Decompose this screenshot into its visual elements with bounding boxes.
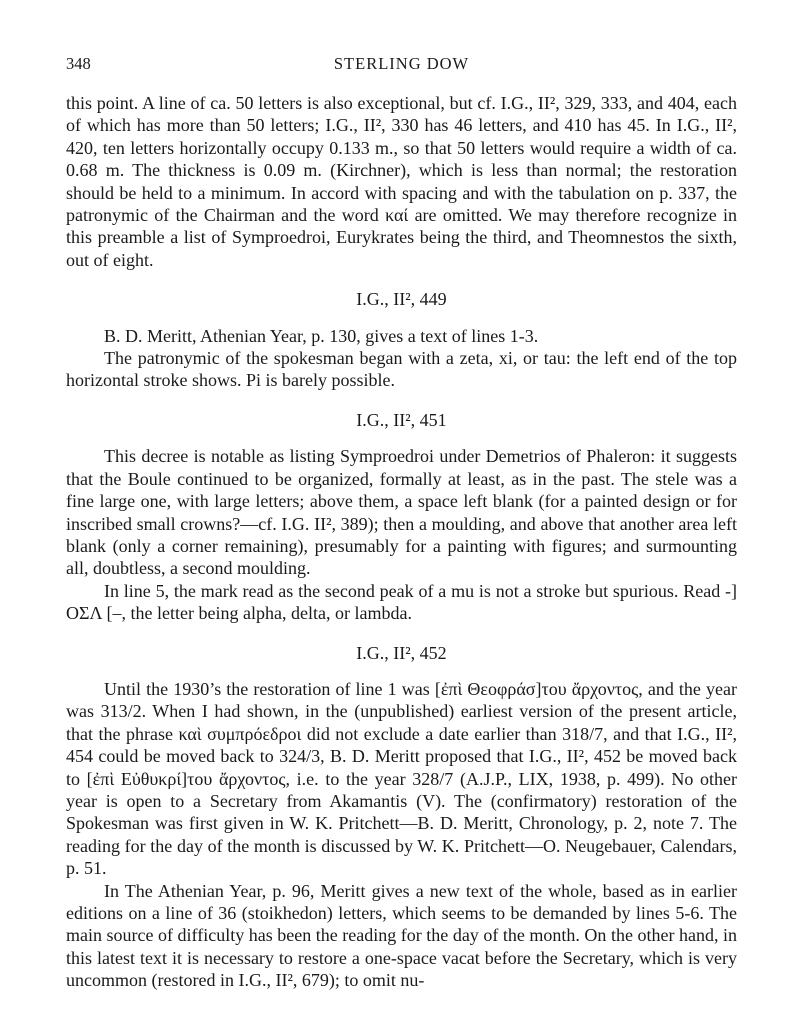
running-title: STERLING DOW	[333, 54, 470, 73]
section-heading-452: I.G., II², 452	[356, 642, 447, 663]
body-text	[66, 92, 737, 992]
paragraph-452-1: Until the 1930’s the restoration of line 1 was [ἐπὶ Θεοφράσ]του ἄρχοντος, and the year was 313/2. When I had shown, in the (unpublished) earliest version of the present article, that the phrase καὶ συμπρόεδροι did not exclude a date earlier than 318/7, and that I.G., II², 454 could be moved back to 324/3, B. D. Meritt proposed that I.G., II², 452 be moved back to [ἐπὶ Εὐθυκρί]του ἄρχοντος, i.e. to the year 328/7 (A.J.P., LIX, 1938, p. 499). No other year is open to a Secretary from Akamantis (V). The (confirmatory) restoration of the Spokesman was first given in W. K. Pritchett—B. D. Meritt, Chronology, p. 2, note 7. The reading for the day of the month is discussed by W. K. Pritchett—O. Neugebauer, Calendars, p. 51.	[66, 678, 737, 879]
paragraph-continuation: this point. A line of ca. 50 letters is also exceptional, but cf. I.G., II², 329, 333, and 404, each of which has more than 50 letters; I.G., II², 330 has 46 letters, and 410 has 45. In I.G., II², 420, ten letters horizontally occupy 0.133 m., so that 50 letters would require a width of ca. 0.68 m. The thickness is 0.09 m. (Kirchner), which is less than normal; the restoration should be held to a minimum. In accord with spacing and with the tabulation on p. 337, the patronymic of the Chairman and the word καί are omitted. We may therefore recognize in this preamble a list of Symproedroi, Eurykrates being the third, and Theomnestos the sixth, out of eight.	[66, 93, 737, 270]
page-header	[66, 54, 737, 76]
paragraph-451-1: This decree is notable as listing Symproedroi under Demetrios of Phaleron: it suggests that the Boule continued to be organized, formally at least, as in the past. The stele was a fine large one, with large letters; above them, a space left blank (for a painted design or for inscribed small crowns?—cf. I.G. II², 389); then a moulding, and above that another area left blank (only a corner remaining), presumably for a painting with figures; and surmounting all, doubtless, a second moulding.	[66, 446, 737, 579]
section-heading-451: I.G., II², 451	[356, 409, 447, 430]
page-number: 348	[66, 54, 91, 73]
paragraph-449-1: B. D. Meritt, Athenian Year, p. 130, gives a text of lines 1-3.	[104, 325, 539, 346]
paragraph-451-2: In line 5, the mark read as the second peak of a mu is not a stroke but spurious. Read -] ΟΣΛ [–, the letter being alpha, delta, or lambda.	[66, 580, 737, 624]
paragraph-449-2: The patronymic of the spokesman began with a zeta, xi, or tau: the left end of the top horizontal stroke shows. Pi is barely possible.	[66, 348, 737, 391]
paragraph-452-2: In The Athenian Year, p. 96, Meritt gives a new text of the whole, based as in earlier editions on a line of 36 (stoikhedon) letters, which seems to be demanded by lines 5-6. The main source of difficulty has been the reading for the day of the month. On the other hand, in this latest text it is necessary to restore a one-space vacat before the Secretary, which is very uncommon (restored in I.G., II², 679); to omit nu-	[66, 880, 737, 991]
section-heading-449: I.G., II², 449	[356, 289, 447, 310]
